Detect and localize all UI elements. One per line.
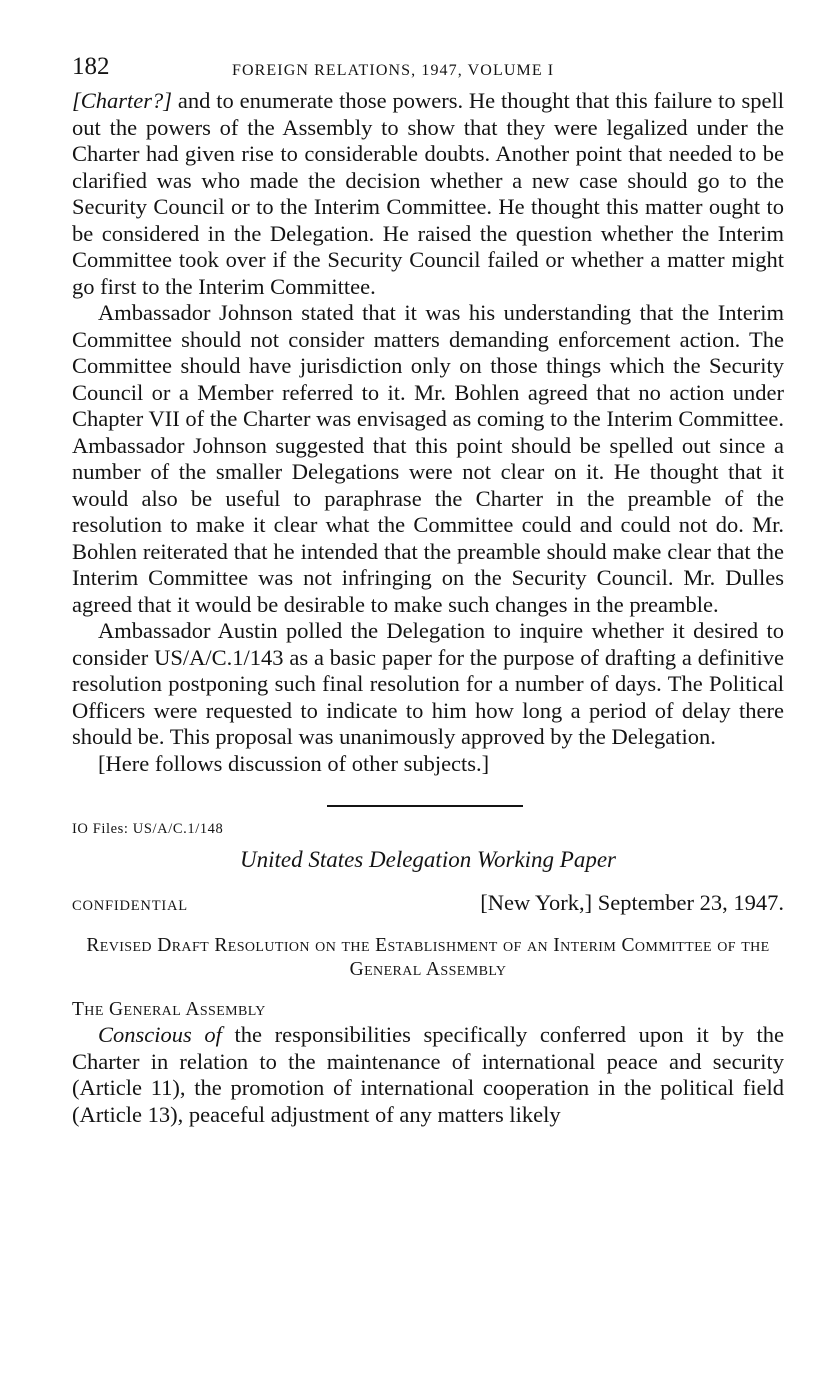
resolution-text: the responsibilities specifically conferred upon it by the Charter in relation to the maintenance of international peace and security (Article 11), the promotion of international cooperation in the political field (Article 13), peaceful adjustment of any matters likely [72,1022,784,1127]
paragraph-austin: Ambassador Austin polled the Delegation to inquire whether it desired to consider US/A/C.1/143 as a basic paper for the purpose of drafting a definitive resolution postponing such final resolution for a number of days. The Political Officers were requested to indicate to him how long a period of delay there should be. This proposal was unanimously approved by the Delegation. [72,618,784,749]
paragraph-continued [72,88,784,300]
document-page [72,52,784,1128]
paragraph-text: and to enumerate those powers. He thought that this failure to spell out the powers of the Assembly to show that they were legalized under the Charter had given rise to considerable doubts. Another point that needed to be clarified was who made the decision whether a new case should go to the Security Council or to the Interim Committee. He thought this matter ought to be considered in the Delegation. He raised the question whether the Interim Committee took over if the Security Council failed or whether a matter might go first to the Interim Committee. [72,88,784,299]
paragraph-johnson: Ambassador Johnson stated that it was his understanding that the Interim Committee should not consider matters demanding enforcement action. The Committee should have jurisdiction only on those things which the Security Council or a Member referred to it. Mr. Bohlen agreed that no action under Chapter VII of the Charter was envisaged as coming to the Interim Committee. Ambassador Johnson suggested that this point should be spelled out since a number of the smaller Delegations were not clear on it. He thought that it would also be useful to paraphrase the Charter in the preamble of the resolution to make it clear what the Committee could and could not do. Mr. Bohlen reiterated that he intended that the preamble should make clear that the Interim Committee was not infringing on the Security Council. Mr. Dulles agreed that it would be desirable to make such changes in the preamble. [72,300,784,617]
paragraph-lead: [Charter?] [72,88,173,113]
classification: CONFIDENTIAL [72,898,188,914]
resolution-lead: Conscious of [98,1022,222,1047]
resolution-subheading: The General Assembly [72,999,266,1020]
resolution-heading: Revised Draft Resolution on the Establishment of an Interim Committee of the General Assembly [86,935,770,980]
running-head [72,52,784,88]
running-head-title: FOREIGN RELATIONS, 1947, VOLUME I [232,62,555,79]
resolution-paragraph [72,1022,784,1128]
page-number: 182 [72,53,110,80]
file-reference: IO Files: US/A/C.1/148 [72,821,224,837]
paragraph-editorial-note: [Here follows discussion of other subjects.] [98,750,490,776]
place-date: [New York,] September 23, 1947. [480,890,784,915]
dateline [72,890,784,916]
document-title: United States Delegation Working Paper [239,847,617,872]
section-divider [327,805,523,807]
